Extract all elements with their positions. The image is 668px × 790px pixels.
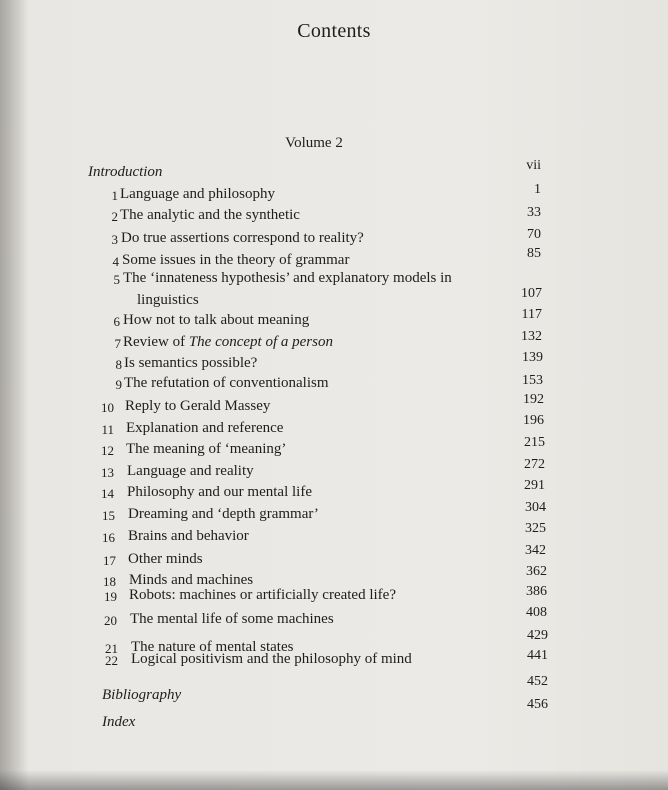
toc-chapter-title: Dreaming and ‘depth grammar’: [128, 506, 319, 522]
toc-chapter-number: 21: [105, 641, 118, 656]
toc-chapter-number: 1: [111, 188, 118, 203]
toc-bibliography: Bibliography: [102, 687, 182, 703]
toc-chapter-page: 272: [524, 457, 545, 472]
toc-chapter-title: The mental life of some machines: [130, 611, 334, 627]
toc-chapter-page: 139: [522, 350, 543, 365]
toc-chapter-page: 132: [521, 329, 542, 344]
toc-chapter-page: 1: [534, 182, 541, 197]
toc-chapter-number: 3: [111, 232, 118, 247]
toc-chapter-page: 325: [525, 521, 546, 536]
toc-chapter-page: 33: [527, 205, 541, 220]
toc-chapter-number: 10: [101, 400, 114, 415]
page-bottom-shadow: [0, 770, 668, 790]
toc-chapter-title: Some issues in the theory of grammar: [122, 252, 350, 268]
toc-introduction: [88, 164, 162, 181]
toc-chapter-number: 16: [102, 530, 115, 545]
toc-chapter-number: 19: [104, 589, 117, 604]
toc-chapter-title: The nature of mental states: [131, 639, 294, 655]
toc-chapter-title: The ‘innateness hypothesis’ and explanatory models in: [123, 270, 452, 286]
toc-chapter-title: Do true assertions correspond to reality?: [121, 230, 364, 246]
toc-chapter-number: 9: [115, 377, 122, 392]
toc-chapter-page: 70: [527, 227, 541, 242]
toc-chapter-title-italic: The concept of a person: [188, 334, 333, 350]
toc-chapter-number: 11: [101, 422, 114, 437]
toc-index: Index: [102, 714, 136, 730]
toc-chapter-page: 362: [526, 564, 547, 579]
toc-chapter-page: 192: [523, 392, 544, 407]
toc-chapter-title: Other minds: [128, 551, 203, 567]
toc-chapter-title: The refutation of conventionalism: [124, 375, 329, 391]
toc-chapter-page: 408: [526, 605, 547, 620]
toc-bibliography-page: 452: [527, 674, 548, 689]
toc-chapter-title: Is semantics possible?: [124, 355, 258, 371]
toc-chapter-page: 85: [527, 246, 541, 261]
volume-heading: Volume 2: [285, 135, 343, 151]
toc-chapter-title: Reply to Gerald Massey: [125, 398, 271, 414]
toc-chapter-number: 7: [114, 336, 121, 351]
toc-chapter-title: Language and philosophy: [120, 186, 275, 202]
toc-chapter-page: 215: [524, 435, 545, 450]
toc-chapter-number: 17: [103, 553, 116, 568]
spine-shadow: [0, 0, 28, 790]
toc-chapter-page: 107: [521, 286, 542, 301]
toc-chapter-number: 20: [104, 613, 117, 628]
toc-chapter-number: 2: [111, 209, 118, 224]
toc-chapter-title: Minds and machines: [129, 572, 254, 588]
toc-chapter-title: Philosophy and our mental life: [127, 484, 312, 500]
toc-chapter-title: The analytic and the synthetic: [120, 207, 300, 223]
toc-chapter-number: 8: [115, 357, 122, 372]
toc-chapter-number: 18: [103, 574, 116, 589]
toc-chapter-title: The meaning of ‘meaning’: [126, 441, 287, 457]
toc-chapter-number: 14: [101, 486, 114, 501]
toc-chapter-number: 15: [102, 508, 115, 523]
toc-chapter-title-text: Review of: [123, 334, 189, 350]
toc-chapter-page: 441: [527, 648, 548, 663]
toc-chapter-number: 13: [101, 465, 114, 480]
toc-chapter-number: 5: [113, 272, 120, 287]
toc-chapter-title: How not to talk about meaning: [123, 312, 310, 328]
toc-chapter-title-continuation: linguistics: [137, 292, 199, 308]
toc-chapter-number: 22: [105, 653, 118, 668]
toc-chapter-page: 386: [526, 584, 547, 599]
toc-chapter-page: 342: [525, 543, 546, 558]
toc-chapter-title: Language and reality: [127, 463, 254, 479]
toc-chapter-page: 153: [522, 373, 543, 388]
toc-chapter-page: 196: [523, 413, 544, 428]
toc-chapter-title: Robots: machines or artificially created life?: [129, 587, 396, 603]
toc-chapter-page: 291: [524, 478, 545, 493]
toc-introduction-page: vii: [526, 158, 541, 173]
toc-chapter-title: Brains and behavior: [128, 528, 249, 544]
toc-chapter-title: Logical positivism and the philosophy of mind: [131, 651, 412, 667]
toc-chapter-title: Explanation and reference: [126, 420, 284, 436]
page-title: Contents: [297, 20, 371, 42]
toc-index-page: 456: [527, 697, 548, 712]
toc-chapter-title: [123, 334, 333, 351]
toc-chapter-number: 6: [113, 314, 120, 329]
toc-introduction-label: Introduction: [88, 164, 163, 180]
toc-chapter-number: 12: [101, 443, 114, 458]
toc-chapter-page: 304: [525, 500, 546, 515]
toc-chapter-number: 4: [112, 254, 119, 269]
toc-chapter-page: 429: [527, 628, 548, 643]
toc-chapter-page: 117: [521, 307, 542, 322]
